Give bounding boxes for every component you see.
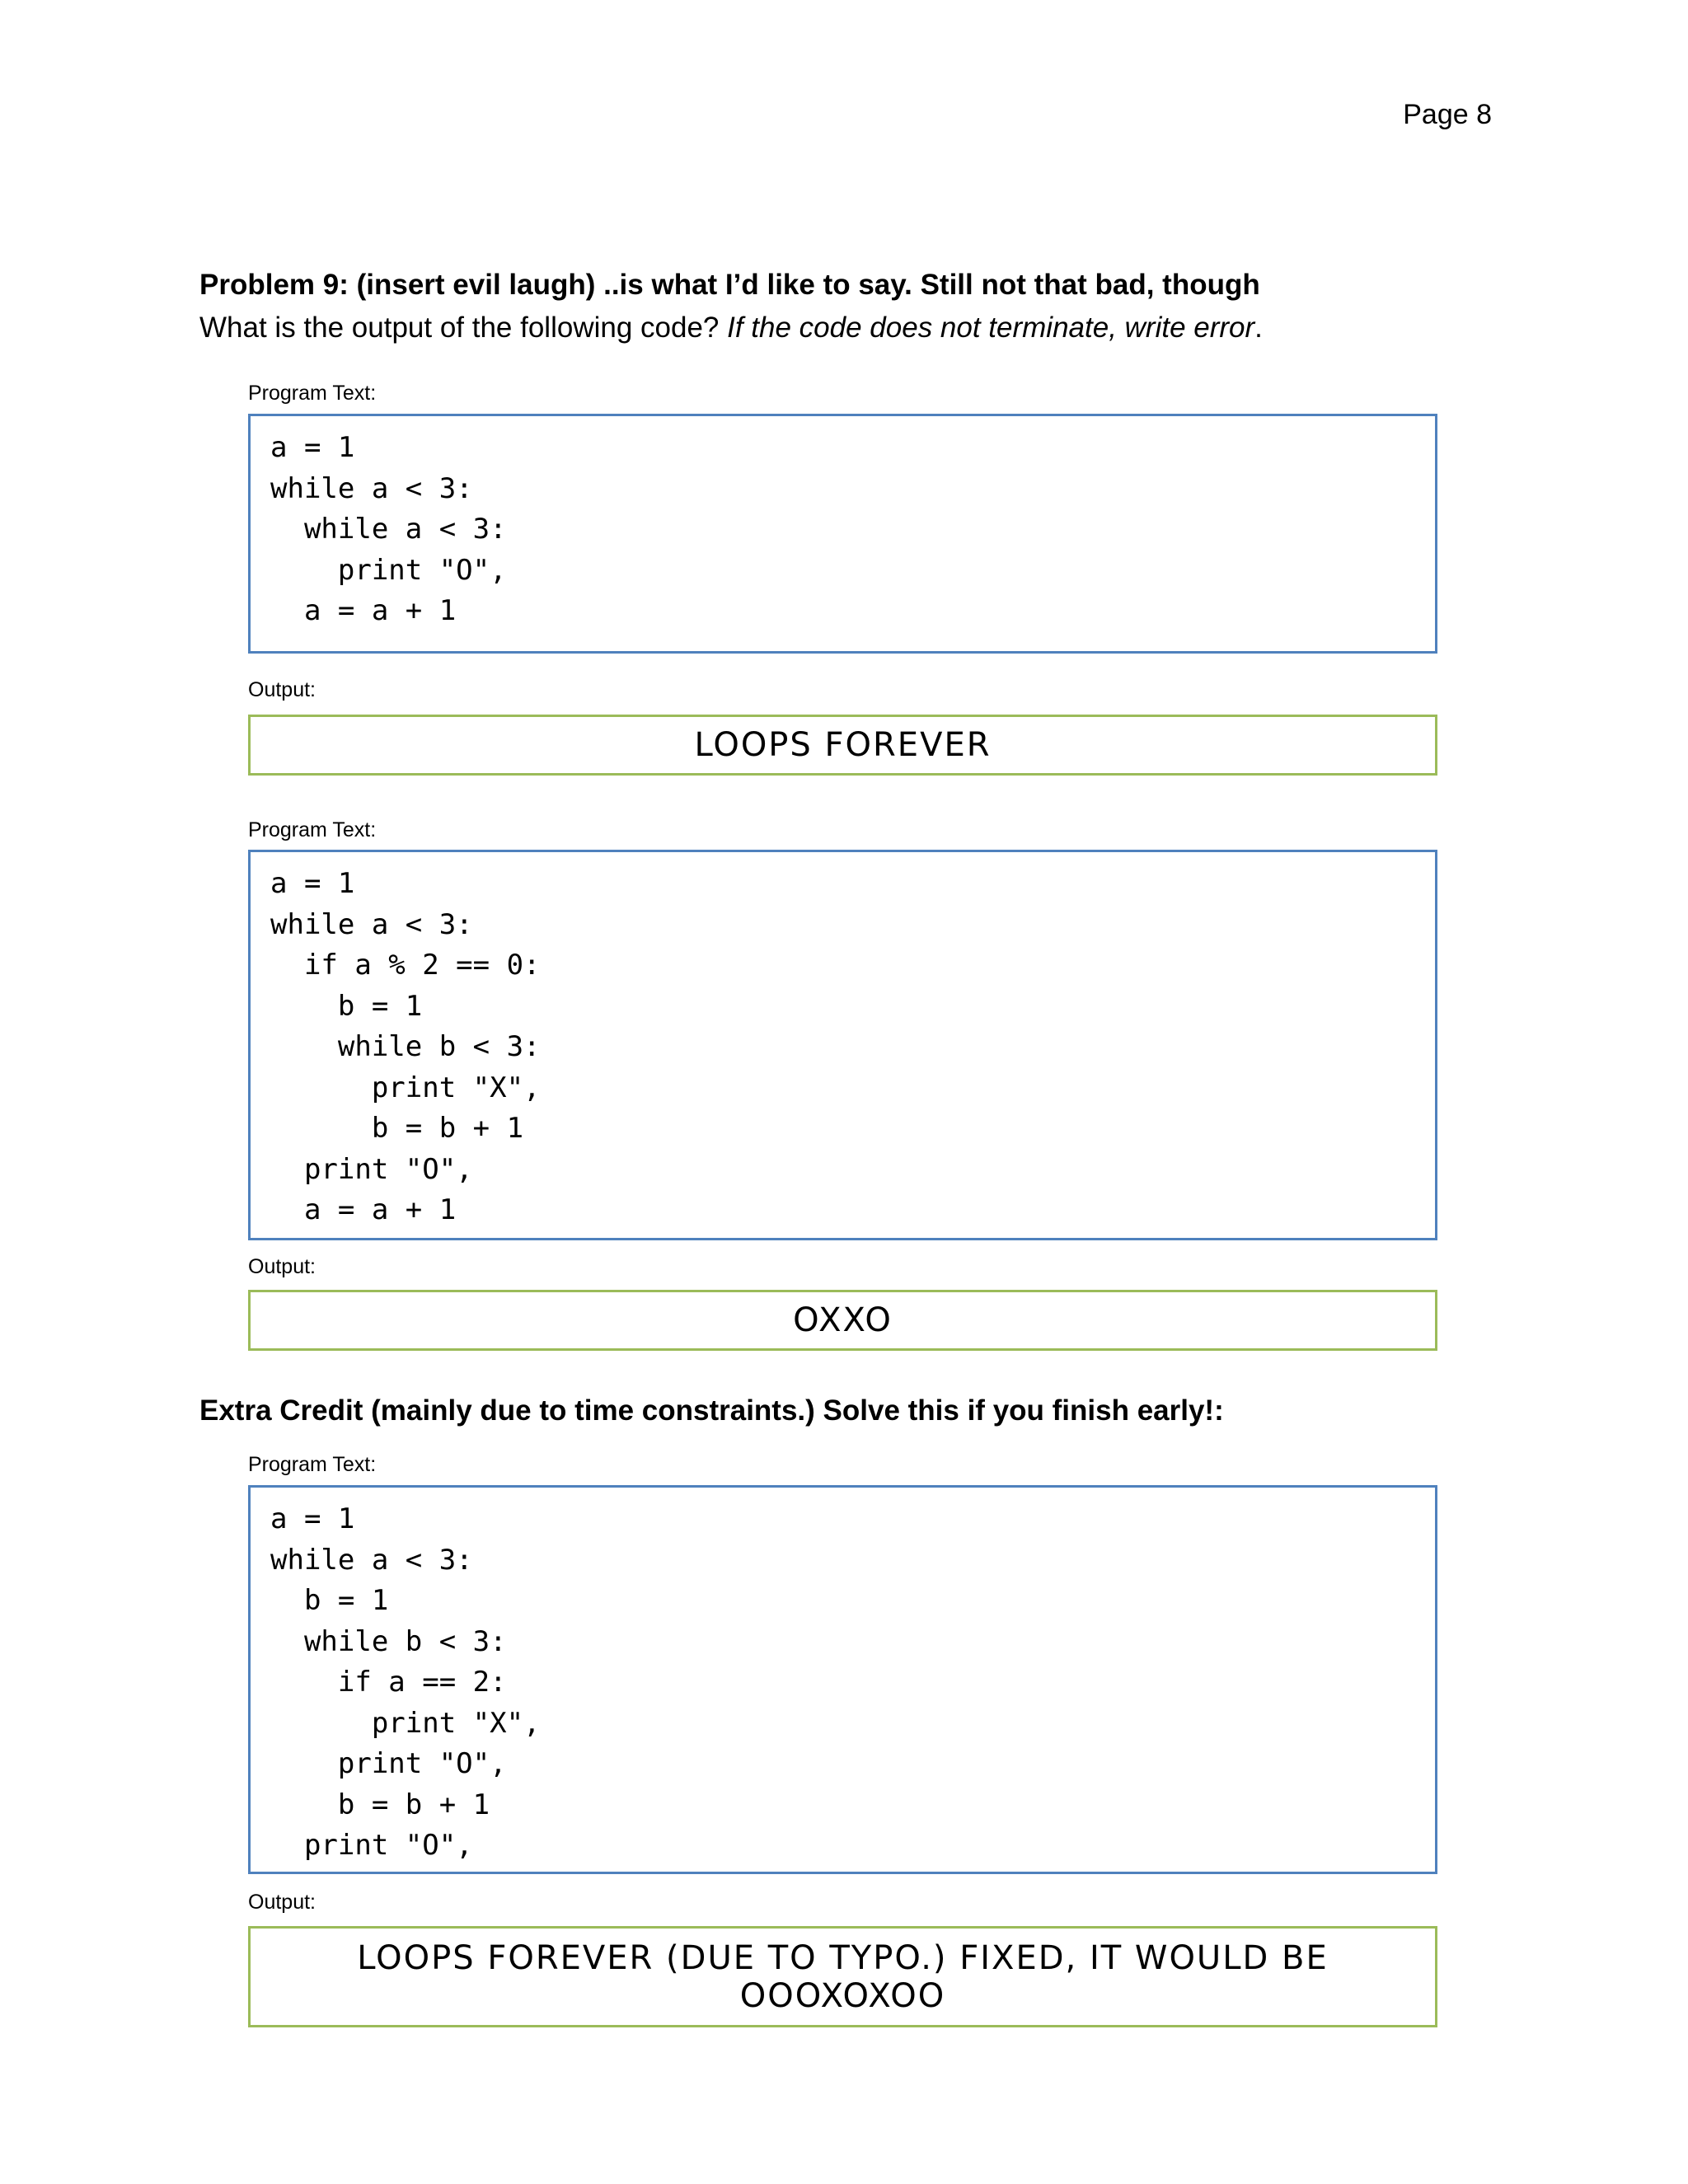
page-number: Page 8 <box>1403 99 1492 130</box>
problem-question <box>199 312 1263 344</box>
output-label-1: Output: <box>248 678 316 701</box>
code-box-3 <box>248 1485 1437 1874</box>
code-box-1 <box>248 414 1437 654</box>
output-text-2: OXXO <box>793 1301 893 1339</box>
question-period: . <box>1254 312 1263 344</box>
question-text: What is the output of the following code? <box>199 312 728 344</box>
extra-credit-heading: Extra Credit (mainly due to time constraints.) Solve this if you finish early!: <box>199 1394 1224 1427</box>
problem-heading: Problem 9: (insert evil laugh) ..is what I’d like to say. Still not that bad, though <box>199 269 1260 301</box>
output-text-1: LOOPS FOREVER <box>694 726 992 764</box>
output-label-2: Output: <box>248 1255 316 1278</box>
program-label-1: Program Text: <box>248 382 377 405</box>
output-box-3 <box>248 1926 1437 2027</box>
program-label-2: Program Text: <box>248 818 377 841</box>
code-text-3: a = 1 while a < 3: b = 1 while b < 3: if a == 2: print "X", print "O", b = b + 1 print "O", <box>270 1502 541 1862</box>
output-box-1 <box>248 715 1437 776</box>
code-box-2 <box>248 850 1437 1240</box>
code-text-2: a = 1 while a < 3: if a % 2 == 0: b = 1 while b < 3: print "X", b = b + 1 print "O", a = a + 1 <box>270 867 541 1226</box>
program-label-3: Program Text: <box>248 1453 377 1476</box>
output-text-3: LOOPS FOREVER (DUE TO TYPO.) FIXED, IT WOULD BE OOOXOXOO <box>357 1938 1329 2015</box>
output-label-3: Output: <box>248 1891 316 1914</box>
output-box-2 <box>248 1290 1437 1351</box>
code-text-1: a = 1 while a < 3: while a < 3: print "O", a = a + 1 <box>270 431 507 627</box>
question-instruction: If the code does not terminate, write error <box>727 312 1255 344</box>
